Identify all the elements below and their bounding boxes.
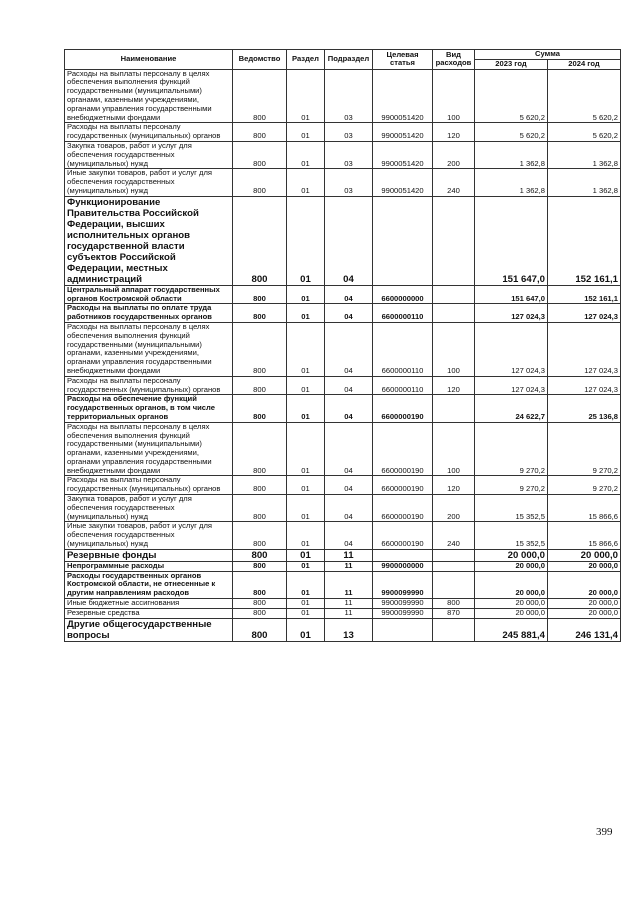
row-ved: 800 (233, 141, 287, 168)
row-podrazdel: 13 (325, 618, 373, 641)
row-name: Расходы на выплаты персоналу государственных (муниципальных) органов (65, 123, 233, 142)
row-podrazdel: 04 (325, 322, 373, 376)
row-target-article: 9900051420 (373, 141, 433, 168)
row-podrazdel: 11 (325, 571, 373, 598)
row-razdel: 01 (287, 169, 325, 196)
row-name: Расходы на выплаты персоналу в целях обеспечения выполнения функций государственными (муниципальными) органами, казенными учреждениями, органами управления государственными внебюджетными фондами (65, 322, 233, 376)
row-ved: 800 (233, 69, 287, 123)
table-row (65, 522, 621, 549)
table-row (65, 422, 621, 476)
table-row (65, 285, 621, 304)
row-expense-type: 120 (433, 476, 475, 495)
row-sum-2023: 9 270,2 (475, 422, 548, 476)
row-name: Расходы на выплаты персоналу в целях обеспечения выполнения функций государственными (муниципальными) органами, казенными учреждениями, органами управления государственными внебюджетными фондами (65, 422, 233, 476)
row-sum-2023: 24 622,7 (475, 395, 548, 422)
row-sum-2024: 9 270,2 (548, 422, 621, 476)
row-ved: 800 (233, 495, 287, 522)
row-sum-2024: 20 000,0 (548, 561, 621, 571)
row-name: Другие общегосударственные вопросы (65, 618, 233, 641)
row-podrazdel: 04 (325, 422, 373, 476)
row-podrazdel: 03 (325, 141, 373, 168)
row-razdel: 01 (287, 304, 325, 323)
row-razdel: 01 (287, 495, 325, 522)
header-expense-type: Вид расходов (433, 50, 475, 70)
row-sum-2024: 152 161,1 (548, 196, 621, 285)
row-podrazdel: 04 (325, 476, 373, 495)
header-name: Наименование (65, 50, 233, 70)
row-expense-type: 800 (433, 599, 475, 609)
row-podrazdel: 04 (325, 376, 373, 395)
table-body (65, 69, 621, 641)
row-podrazdel: 03 (325, 69, 373, 123)
row-sum-2024: 20 000,0 (548, 549, 621, 561)
row-target-article: 6600000110 (373, 376, 433, 395)
row-target-article: 6600000190 (373, 476, 433, 495)
row-sum-2023: 20 000,0 (475, 561, 548, 571)
row-razdel: 01 (287, 549, 325, 561)
row-razdel: 01 (287, 476, 325, 495)
row-ved: 800 (233, 395, 287, 422)
table-row (65, 395, 621, 422)
row-target-article: 9900051420 (373, 123, 433, 142)
row-expense-type: 100 (433, 322, 475, 376)
row-sum-2023: 15 352,5 (475, 522, 548, 549)
row-expense-type: 200 (433, 141, 475, 168)
row-target-article: 6600000000 (373, 285, 433, 304)
row-sum-2023: 5 620,2 (475, 69, 548, 123)
row-ved: 800 (233, 169, 287, 196)
row-sum-2024: 1 362,8 (548, 141, 621, 168)
header-row (65, 50, 621, 60)
row-target-article (373, 618, 433, 641)
row-target-article: 6600000110 (373, 322, 433, 376)
row-name: Непрограммные расходы (65, 561, 233, 571)
row-ved: 800 (233, 376, 287, 395)
row-razdel: 01 (287, 141, 325, 168)
row-expense-type (433, 618, 475, 641)
row-podrazdel: 04 (325, 395, 373, 422)
header-year-2024: 2024 год (548, 59, 621, 69)
row-target-article: 6600000190 (373, 395, 433, 422)
table-row (65, 322, 621, 376)
row-target-article: 6600000190 (373, 422, 433, 476)
row-expense-type: 120 (433, 123, 475, 142)
row-sum-2023: 151 647,0 (475, 285, 548, 304)
row-sum-2023: 15 352,5 (475, 495, 548, 522)
table-row (65, 69, 621, 123)
row-sum-2023: 20 000,0 (475, 599, 548, 609)
row-name: Иные бюджетные ассигнования (65, 599, 233, 609)
row-name: Закупка товаров, работ и услуг для обеспечения государственных (муниципальных) нужд (65, 495, 233, 522)
table-row (65, 571, 621, 598)
row-ved: 800 (233, 618, 287, 641)
row-sum-2023: 1 362,8 (475, 141, 548, 168)
page-number: 399 (596, 826, 613, 838)
row-expense-type (433, 304, 475, 323)
row-ved: 800 (233, 285, 287, 304)
table-row (65, 549, 621, 561)
row-podrazdel: 04 (325, 304, 373, 323)
row-target-article: 9900099990 (373, 571, 433, 598)
row-expense-type: 870 (433, 608, 475, 618)
row-expense-type (433, 571, 475, 598)
row-sum-2024: 246 131,4 (548, 618, 621, 641)
row-expense-type (433, 549, 475, 561)
row-sum-2024: 20 000,0 (548, 599, 621, 609)
table-row (65, 123, 621, 142)
row-razdel: 01 (287, 196, 325, 285)
row-ved: 800 (233, 561, 287, 571)
row-razdel: 01 (287, 618, 325, 641)
row-sum-2023: 1 362,8 (475, 169, 548, 196)
row-sum-2023: 127 024,3 (475, 376, 548, 395)
row-podrazdel: 03 (325, 169, 373, 196)
row-expense-type (433, 196, 475, 285)
row-name: Расходы государственных органов Костромской области, не отнесенные к другим направлениям расходов (65, 571, 233, 598)
row-target-article: 9900000000 (373, 561, 433, 571)
row-name: Расходы на обеспечение функций государственных органов, в том числе территориальных органов (65, 395, 233, 422)
row-expense-type: 100 (433, 69, 475, 123)
row-sum-2023: 127 024,3 (475, 322, 548, 376)
row-sum-2024: 15 866,6 (548, 522, 621, 549)
table-row (65, 599, 621, 609)
table-row (65, 608, 621, 618)
row-target-article: 6600000190 (373, 495, 433, 522)
header-ved: Ведомство (233, 50, 287, 70)
row-name: Расходы на выплаты персоналу государственных (муниципальных) органов (65, 376, 233, 395)
header-year-2023: 2023 год (475, 59, 548, 69)
header-podrazdel: Подраздел (325, 50, 373, 70)
row-razdel: 01 (287, 123, 325, 142)
row-sum-2024: 5 620,2 (548, 69, 621, 123)
row-ved: 800 (233, 322, 287, 376)
table-row (65, 196, 621, 285)
row-sum-2024: 1 362,8 (548, 169, 621, 196)
row-razdel: 01 (287, 285, 325, 304)
row-razdel: 01 (287, 376, 325, 395)
row-podrazdel: 11 (325, 561, 373, 571)
row-ved: 800 (233, 571, 287, 598)
row-sum-2024: 20 000,0 (548, 571, 621, 598)
row-name: Иные закупки товаров, работ и услуг для обеспечения государственных (муниципальных) нужд (65, 169, 233, 196)
row-expense-type (433, 285, 475, 304)
row-sum-2024: 127 024,3 (548, 376, 621, 395)
row-podrazdel: 03 (325, 123, 373, 142)
row-name: Центральный аппарат государственных органов Костромской области (65, 285, 233, 304)
row-sum-2023: 20 000,0 (475, 608, 548, 618)
table-row (65, 476, 621, 495)
row-razdel: 01 (287, 322, 325, 376)
row-expense-type (433, 561, 475, 571)
row-target-article: 6600000190 (373, 522, 433, 549)
row-sum-2024: 9 270,2 (548, 476, 621, 495)
budget-table (64, 49, 621, 642)
row-target-article (373, 549, 433, 561)
row-ved: 800 (233, 608, 287, 618)
row-expense-type: 200 (433, 495, 475, 522)
row-name: Расходы на выплаты персоналу государственных (муниципальных) органов (65, 476, 233, 495)
row-podrazdel: 04 (325, 495, 373, 522)
row-razdel: 01 (287, 522, 325, 549)
row-sum-2023: 9 270,2 (475, 476, 548, 495)
header-sum: Сумма (475, 50, 621, 60)
row-sum-2024: 5 620,2 (548, 123, 621, 142)
row-name: Расходы на выплаты по оплате труда работников государственных органов (65, 304, 233, 323)
row-sum-2023: 245 881,4 (475, 618, 548, 641)
row-ved: 800 (233, 599, 287, 609)
row-name: Резервные фонды (65, 549, 233, 561)
row-podrazdel: 11 (325, 599, 373, 609)
row-podrazdel: 04 (325, 196, 373, 285)
row-name: Иные закупки товаров, работ и услуг для обеспечения государственных (муниципальных) нужд (65, 522, 233, 549)
row-razdel: 01 (287, 69, 325, 123)
row-ved: 800 (233, 476, 287, 495)
row-expense-type: 120 (433, 376, 475, 395)
row-target-article: 9900051420 (373, 169, 433, 196)
row-razdel: 01 (287, 561, 325, 571)
row-sum-2024: 25 136,8 (548, 395, 621, 422)
row-expense-type (433, 395, 475, 422)
row-ved: 800 (233, 123, 287, 142)
row-podrazdel: 04 (325, 285, 373, 304)
row-sum-2024: 152 161,1 (548, 285, 621, 304)
row-sum-2023: 151 647,0 (475, 196, 548, 285)
table-row (65, 561, 621, 571)
row-razdel: 01 (287, 422, 325, 476)
row-sum-2024: 20 000,0 (548, 608, 621, 618)
row-ved: 800 (233, 196, 287, 285)
row-ved: 800 (233, 522, 287, 549)
row-target-article: 9900051420 (373, 69, 433, 123)
header-razdel: Раздел (287, 50, 325, 70)
row-ved: 800 (233, 422, 287, 476)
row-sum-2024: 127 024,3 (548, 304, 621, 323)
row-target-article: 9900099990 (373, 599, 433, 609)
row-razdel: 01 (287, 395, 325, 422)
row-sum-2023: 127 024,3 (475, 304, 548, 323)
table-row (65, 618, 621, 641)
row-sum-2024: 127 024,3 (548, 322, 621, 376)
row-sum-2023: 5 620,2 (475, 123, 548, 142)
row-sum-2024: 15 866,6 (548, 495, 621, 522)
row-razdel: 01 (287, 608, 325, 618)
row-target-article: 6600000110 (373, 304, 433, 323)
row-target-article (373, 196, 433, 285)
row-podrazdel: 11 (325, 608, 373, 618)
row-podrazdel: 11 (325, 549, 373, 561)
table-row (65, 169, 621, 196)
row-podrazdel: 04 (325, 522, 373, 549)
row-razdel: 01 (287, 599, 325, 609)
row-name: Закупка товаров, работ и услуг для обеспечения государственных (муниципальных) нужд (65, 141, 233, 168)
row-sum-2023: 20 000,0 (475, 549, 548, 561)
row-name: Расходы на выплаты персоналу в целях обеспечения выполнения функций государственными (муниципальными) органами, казенными учреждениями, органами управления государственными внебюджетными фондами (65, 69, 233, 123)
row-name: Функционирование Правительства Российской Федерации, высших исполнительных органов государственной власти субъектов Российской Федерации, местных администраций (65, 196, 233, 285)
header-target-article: Целевая статья (373, 50, 433, 70)
table-row (65, 495, 621, 522)
row-name: Резервные средства (65, 608, 233, 618)
row-expense-type: 100 (433, 422, 475, 476)
row-expense-type: 240 (433, 522, 475, 549)
row-sum-2023: 20 000,0 (475, 571, 548, 598)
table-row (65, 304, 621, 323)
row-ved: 800 (233, 304, 287, 323)
row-expense-type: 240 (433, 169, 475, 196)
row-target-article: 9900099990 (373, 608, 433, 618)
row-razdel: 01 (287, 571, 325, 598)
row-ved: 800 (233, 549, 287, 561)
table-row (65, 376, 621, 395)
table-row (65, 141, 621, 168)
